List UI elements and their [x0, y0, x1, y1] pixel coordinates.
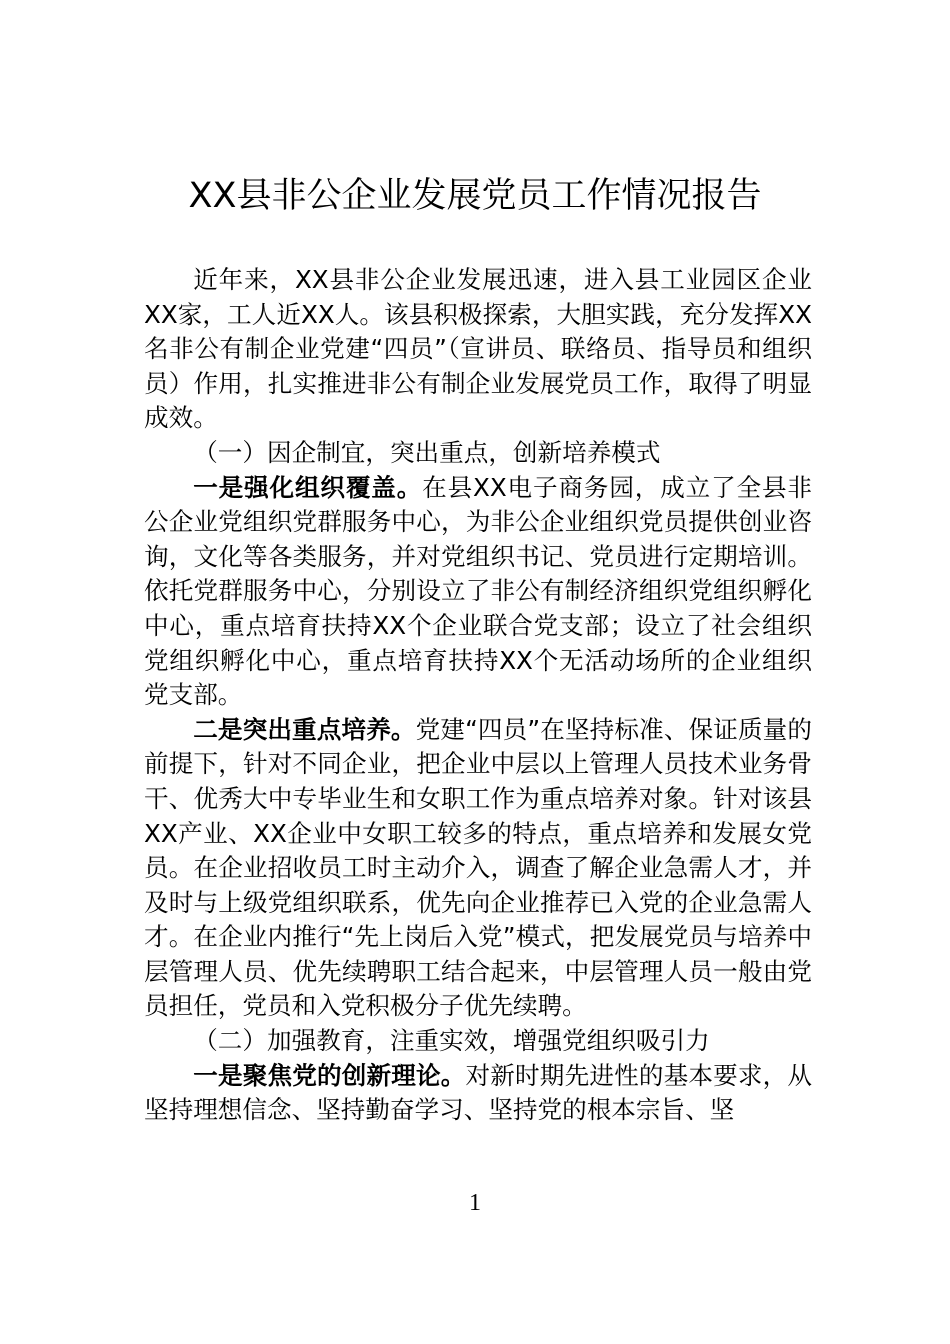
intro-paragraph: 近年来，XX县非公企业发展迅速，进入县工业园区企业XX家，工人近XX人。该县积极探索，大胆实践，充分发挥XX名非公有制企业党建“四员”（宣讲员、联络员、指导员和组织员）作用，扎实推进非公有制企业发展党员工作，取得了明显成效。 [144, 265, 812, 433]
paragraph-lead: 一是聚焦党的创新理论。 [193, 1060, 466, 1090]
section-heading-1: （一）因企制宜，突出重点，创新培养模式 [193, 437, 661, 467]
document-title: XX县非公企业发展党员工作情况报告 [188, 176, 762, 216]
paragraph-section2-item1 [144, 1059, 812, 1128]
paragraph-lead: 一是强化组织覆盖。 [193, 472, 423, 502]
paragraph-text: 党建“四员”在坚持标准、保证质量的前提下，针对不同企业，把企业中层以上管理人员技术业务骨干、优秀大中专毕业生和女职工作为重点培养对象。针对该县XX产业、XX企业中女职工较多的特点，重点培养和发展女党员。在企业招收员工时主动介入，调查了解企业急需人才，并及时与上级党组织联系，优先向企业推荐已入党的企业急需人才。在企业内推行“先上岗后入党”模式，把发展党员与培养中层管理人员、优先续聘职工结合起来，中层管理人员一般由党员担任，党员和入党积极分子优先续聘。 [144, 714, 812, 1021]
document-body [144, 263, 812, 1128]
section-heading-2: （二）加强教育，注重实效，增强党组织吸引力 [193, 1026, 710, 1056]
paragraph-section1-item1 [144, 471, 812, 713]
paragraph-text: 对新时期先进性的基本要求，从坚持理想信念、坚持勤奋学习、坚持党的根本宗旨、坚 [144, 1060, 812, 1125]
paragraph-text: 在县XX电子商务园，成立了全县非公企业党组织党群服务中心，为非公企业组织党员提供创业咨询，文化等各类服务，并对党组织书记、党员进行定期培训。依托党群服务中心，分别设立了非公有制经济组织党组织孵化中心，重点培育扶持XX个企业联合党支部；设立了社会组织党组织孵化中心，重点培育扶持XX个无活动场所的企业组织党支部。 [144, 472, 812, 710]
paragraph-lead: 二是突出重点培养。 [193, 714, 416, 744]
paragraph-section1-item2 [144, 713, 812, 1024]
page-number: 1 [469, 1190, 481, 1216]
